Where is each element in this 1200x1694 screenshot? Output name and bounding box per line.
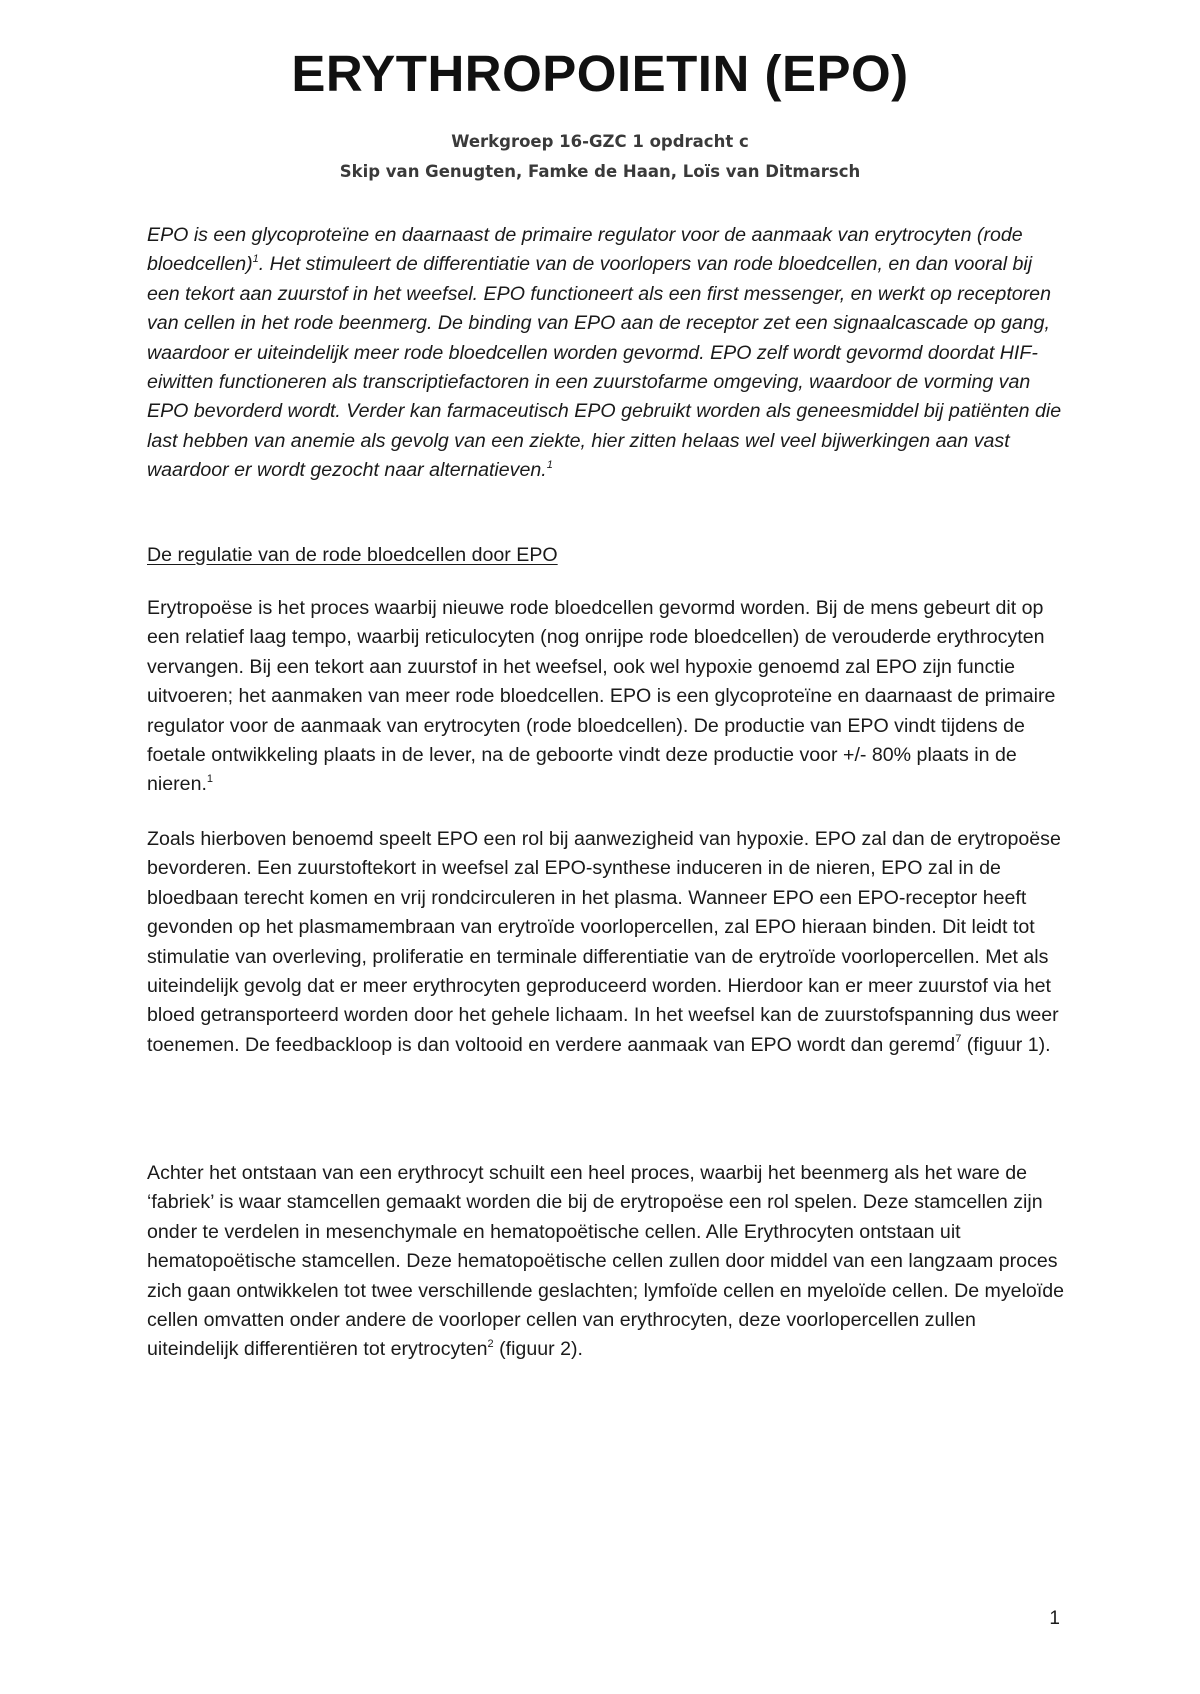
body-paragraph-1 [147, 594, 1067, 800]
document-title: ERYTHROPOIETIN (EPO) [291, 45, 909, 102]
paragraph-tail: (figuur 2). [493, 1338, 583, 1361]
section-heading: De regulatie van de rode bloedcellen door EPO [147, 544, 558, 566]
footnote-ref: 1 [206, 772, 214, 785]
body-paragraph-3 [147, 1159, 1067, 1365]
footnote-ref: 7 [955, 1033, 962, 1046]
body-paragraph-2 [147, 825, 1067, 1060]
intro-text-part1: EPO is een glycoproteïne en daarnaast de primaire regulator voor de aanmaak van erytrocyten (rode bloedcellen) [147, 224, 1023, 276]
intro-paragraph [147, 221, 1067, 486]
paragraph-text: Zoals hierboven benoemd speelt EPO een rol bij aanwezigheid van hypoxie. EPO zal dan de erytropoëse bevorderen. Een zuurstoftekort in weefsel zal EPO-synthese induceren in de nieren, EPO zal in de bloedbaan terecht komen en vrij rondcirculeren in het plasma. Wanneer EPO een EPO-receptor heeft gevonden op het plasmamembraan van erytroïde voorlopercellen, zal EPO hieraan binden. Dit leidt tot stimulatie van overleving, proliferatie en terminale differentiatie van de erytroïde voorlopercellen. Met als uiteindelijk gevolg dat er meer erythrocyten geproduceerd worden. Hierdoor kan er meer zuurstof via het bloed getransporteerd worden door het gehele lichaam. In het weefsel kan de zuurstofspanning dus weer toenemen. De feedbackloop is dan voltooid en verdere aanmaak van EPO wordt dan geremd [147, 828, 1061, 1056]
paragraph-text: Achter het ontstaan van een erythrocyt schuilt een heel proces, waarbij het beenmerg als het ware de ‘fabriek’ is waar stamcellen gemaakt worden die bij de erytropoëse een rol spelen. Deze stamcellen zijn onder te verdelen in mesenchymale en hematopoëtische cellen. Alle Erythrocyten ontstaan uit hematopoëtische stamcellen. Deze hematopoëtische cellen zullen door middel van een langzaam proces zich gaan ontwikkelen tot twee verschillende geslachten; lymfoïde cellen en myeloïde cellen. De myeloïde cellen omvatten onder andere de voorloper cellen van erythrocyten, deze voorlopercellen zullen uiteindelijk differentiëren tot erytrocyten [147, 1162, 1065, 1361]
document-authors: Skip van Genugten, Famke de Haan, Loïs van Ditmarsch [339, 162, 861, 181]
paragraph-text: Erytropoëse is het proces waarbij nieuwe rode bloedcellen gevormd worden. Bij de mens gebeurt dit op een relatief laag tempo, waarbij reticulocyten (nog onrijpe rode bloedcellen) de verouderde erythrocyten vervangen. Bij een tekort aan zuurstof in het weefsel, ook wel hypoxie genoemd zal EPO zijn functie uitvoeren; het aanmaken van meer rode bloedcellen. EPO is een glycoproteïne en daarnaast de primaire regulator voor de aanmaak van erytrocyten (rode bloedcellen). De productie van EPO vindt tijdens de foetale ontwikkeling plaats in de lever, na de geboorte vindt deze productie voor +/- 80% plaats in de nieren. [147, 597, 1056, 796]
page-number: 1 [1049, 1608, 1060, 1629]
footnote-ref: 2 [487, 1337, 494, 1350]
document-subtitle-group: Werkgroep 16-GZC 1 opdracht c [451, 132, 749, 151]
footnote-ref: 1 [252, 252, 259, 265]
intro-text-part2: . Het stimuleert de differentiatie van de voorlopers van rode bloedcellen, en dan vooral bij een tekort aan zuurstof in het weefsel. EPO functioneert als een first messenger, en werkt op receptoren van cellen in het rode beenmerg. De binding van EPO aan de receptor zet een signaalcascade op gang, waardoor er uiteindelijk meer rode bloedcellen worden gevormd. EPO zelf wordt gevormd doordat HIF-eiwitten functioneren als transcriptiefactoren in een zuurstofarme omgeving, waardoor de vorming van EPO bevorderd wordt. Verder kan farmaceutisch EPO gebruikt worden als geneesmiddel bij patiënten die last hebben van anemie als gevolg van een ziekte, hier zitten helaas wel veel bijwerkingen aan vast waardoor er wordt gezocht naar alternatieven. [147, 253, 1062, 482]
paragraph-tail: (figuur 1). [961, 1033, 1051, 1056]
footnote-ref: 1 [546, 458, 553, 471]
